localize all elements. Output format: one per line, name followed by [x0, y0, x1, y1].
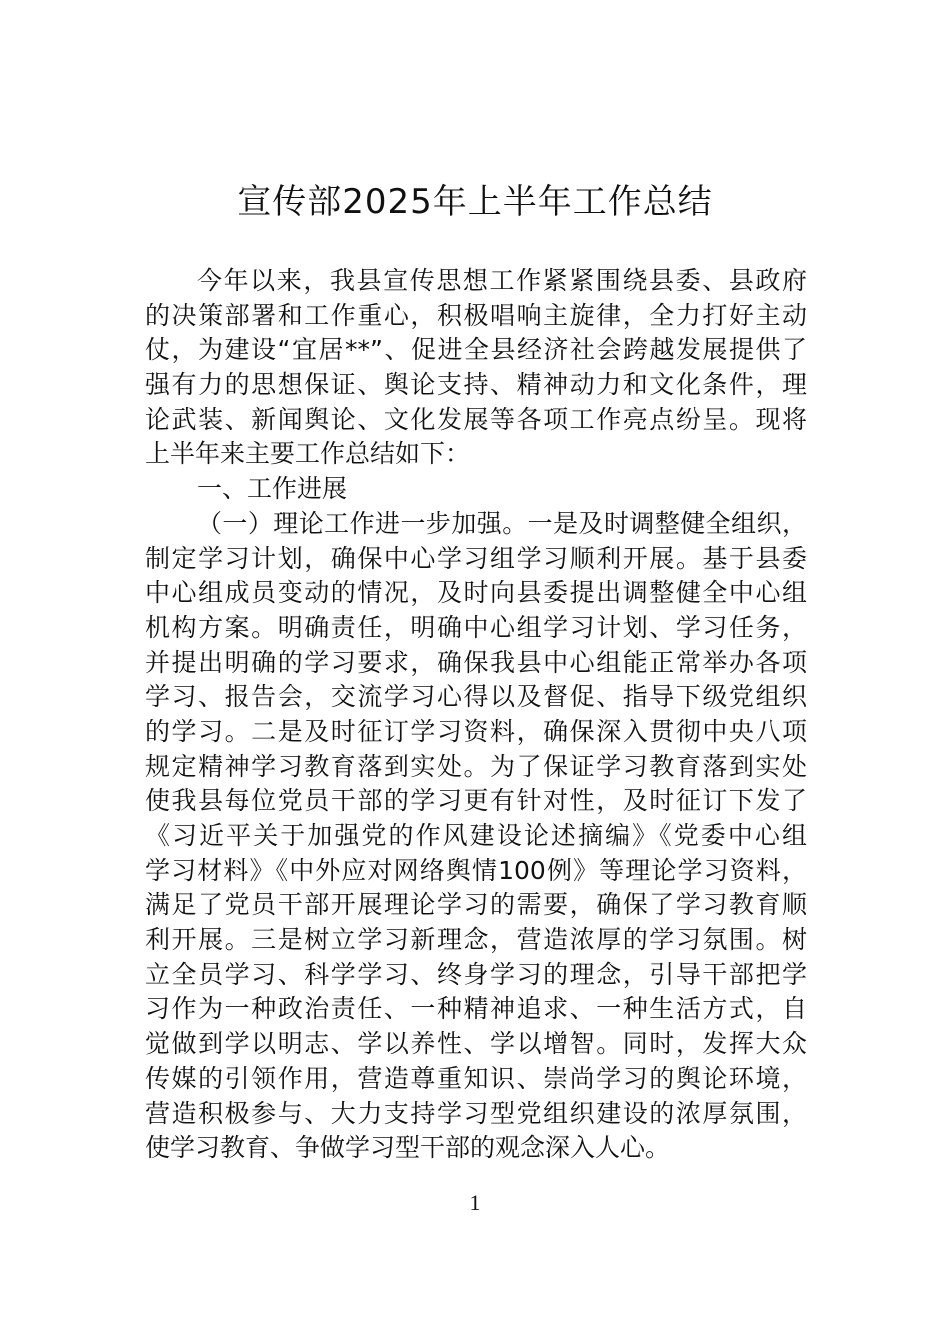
- section-heading: 一、工作进展: [197, 474, 348, 504]
- text-line: 上半年来主要工作总结如下：: [145, 439, 471, 469]
- text-line: 论武装、新闻舆论、文化发展等各项工作亮点纷呈。现将: [145, 404, 807, 434]
- text-line: 今年以来，我县宣传思想工作紧紧围绕县委、县政府: [197, 266, 807, 295]
- text-line: 使学习教育、争做学习型干部的观念深入人心。: [145, 1133, 671, 1163]
- text-line: 并提出明确的学习要求，确保我县中心组能正常举办各项: [145, 647, 807, 677]
- text-line: 立全员学习、科学学习、终身学习的理念，引导干部把学: [145, 959, 807, 989]
- text-line: 习作为一种政治责任、一种精神追求、一种生活方式，自: [145, 994, 807, 1024]
- text-line: 学习材料》《中外应对网络舆情100例》等理论学习资料，: [145, 855, 807, 885]
- text-line: 传媒的引领作用，营造尊重知识、崇尚学习的舆论环境，: [145, 1063, 807, 1093]
- text-line: 中心组成员变动的情况，及时向县委提出调整健全中心组: [145, 578, 807, 608]
- text-line: 仗，为建设“宜居**”、促进全县经济社会跨越发展提供了: [145, 335, 807, 365]
- text-line: 使我县每位党员干部的学习更有针对性，及时征订下发了: [145, 786, 807, 816]
- text-line: 制定学习计划，确保中心学习组学习顺利开展。基于县委: [145, 543, 807, 573]
- text-line: 机构方案。明确责任，明确中心组学习计划、学习任务，: [145, 612, 807, 642]
- text-line: 规定精神学习教育落到实处。为了保证学习教育落到实处: [145, 751, 807, 781]
- text-line: 利开展。三是树立学习新理念，营造浓厚的学习氛围。树: [145, 925, 807, 955]
- page-number: 1: [469, 1190, 481, 1215]
- document-title: 宣传部2025年上半年工作总结: [237, 182, 713, 222]
- text-line: 学习、报告会，交流学习心得以及督促、指导下级党组织: [145, 682, 807, 712]
- document-body: [145, 264, 807, 1166]
- text-line: （一）理论工作进一步加强。一是及时调整健全组织，: [197, 508, 807, 538]
- text-line: 满足了党员干部开展理论学习的需要，确保了学习教育顺: [145, 890, 807, 920]
- text-line: 强有力的思想保证、舆论支持、精神动力和文化条件，理: [145, 370, 807, 400]
- text-line: 的学习。二是及时征订学习资料，确保深入贯彻中央八项: [145, 716, 807, 746]
- text-line: 的决策部署和工作重心，积极唱响主旋律，全力打好主动: [145, 300, 807, 330]
- text-line: 觉做到学以明志、学以养性、学以增智。同时，发挥大众: [145, 1029, 807, 1059]
- text-line: 营造积极参与、大力支持学习型党组织建设的浓厚氛围，: [145, 1098, 807, 1128]
- text-line: 《习近平关于加强党的作风建设论述摘编》《党委中心组: [145, 821, 807, 850]
